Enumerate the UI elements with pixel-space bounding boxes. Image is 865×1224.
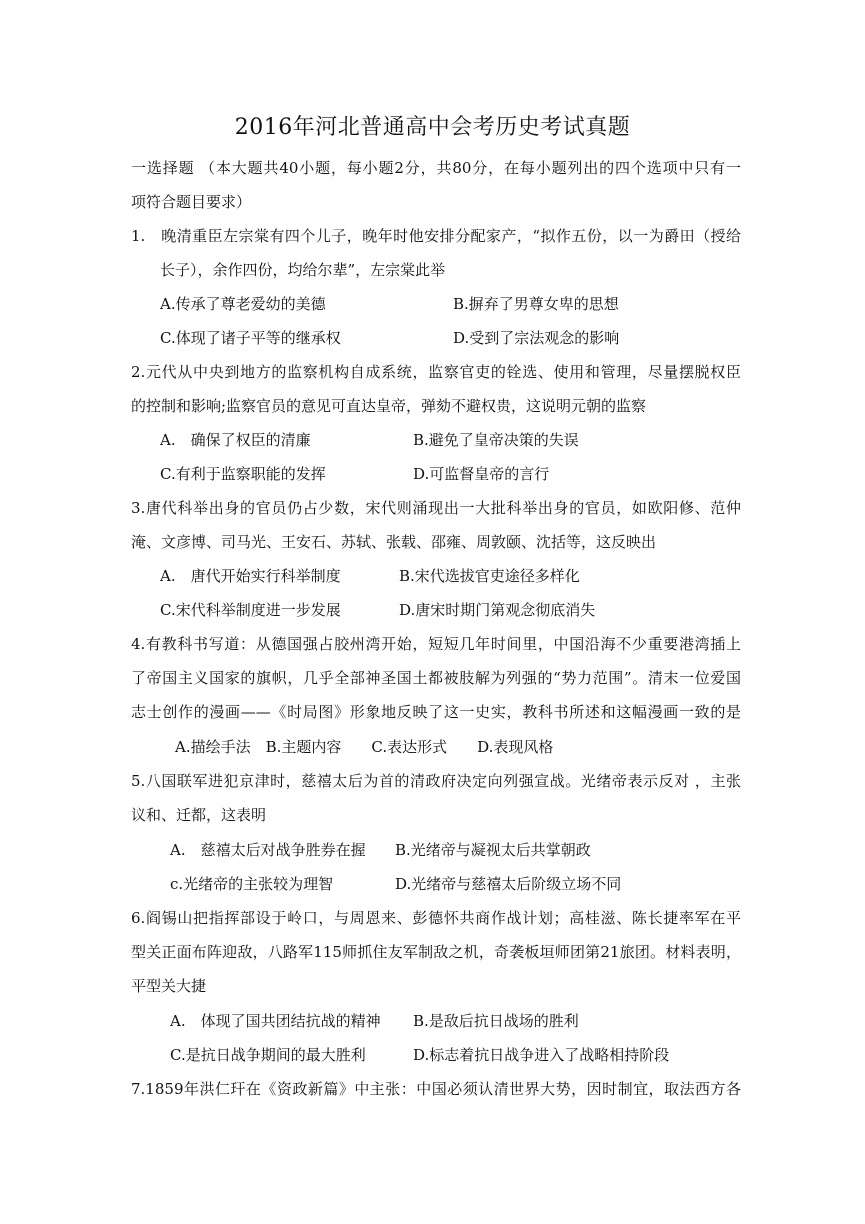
section-intro-line: 一选择题 （本大题共40小题，每小题2分，共80分，在每小题列出的四个选项中只有一 (131, 159, 741, 177)
question-6-stem: 6.阎锡山把指挥部设于岭口，与周恩来、彭德怀共商作战计划；高桂滋、陈长捷率军在平 (131, 909, 741, 927)
question-6-option-a: A. 体现了国共团结抗战的精神 (170, 1012, 381, 1030)
question-3-option-d: D.唐宋时期门第观念彻底消失 (399, 601, 596, 619)
question-3-stem: 3.唐代科举出身的官员仍占少数，宋代则涌现出一大批科举出身的官员，如欧阳修、范仲 (131, 499, 741, 517)
question-3-option-a: A. 唐代开始实行科举制度 (160, 567, 341, 585)
section-intro-line: 项符合题目要求） (131, 193, 252, 211)
question-2-option-a: A. 确保了权臣的清廉 (160, 431, 311, 449)
question-6-option-d: D.标志着抗日战争进入了战略相持阶段 (413, 1046, 670, 1064)
question-2-option-d: D.可监督皇帝的言行 (413, 465, 550, 483)
question-1-option-b: B.摒弃了男尊女卑的思想 (453, 295, 619, 313)
question-5-option-a: A. 慈禧太后对战争胜券在握 (170, 841, 366, 859)
question-2-stem: 2.元代从中央到地方的监察机构自成系统，监察官吏的铨选、使用和管理，尽量摆脱权臣 (131, 363, 741, 381)
question-6-stem: 型关正面布阵迎敌，八路军115师抓住友军制敌之机，奇袭板垣师团第21旅团。材料表明， (131, 943, 741, 961)
question-5-stem: 议和、迁都，这表明 (131, 806, 267, 824)
question-1-stem: 1. 晚清重臣左宗棠有四个儿子，晚年时他安排分配家产，“拟作五份，以一为爵田（授给 (131, 227, 741, 245)
question-6-option-b: B.是敌后抗日战场的胜利 (413, 1012, 579, 1030)
question-1-option-a: A.传承了尊老爱幼的美德 (160, 295, 326, 313)
question-6-option-c: C.是抗日战争期间的最大胜利 (170, 1046, 366, 1064)
question-3-option-c: C.宋代科举制度进一步发展 (160, 601, 341, 619)
question-5-option-b: B.光绪帝与凝视太后共掌朝政 (395, 841, 591, 859)
question-6-stem: 平型关大捷 (131, 977, 207, 995)
question-4-stem: 志士创作的漫画——《时局图》形象地反映了这一史实，教科书所述和这幅漫画一致的是 (131, 703, 741, 721)
question-4-options: A.描绘手法 B.主题内容 C.表达形式 D.表现风格 (175, 738, 554, 756)
question-5-option-c: c.光绪帝的主张较为理智 (170, 875, 334, 893)
question-3-option-b: B.宋代选拔官吏途径多样化 (399, 567, 580, 585)
question-5-stem: 5.八国联军进犯京津时，慈禧太后为首的清政府决定向列强宣战。光绪帝表示反对 ，主张 (131, 772, 741, 790)
question-2-option-b: B.避免了皇帝决策的失误 (413, 431, 579, 449)
question-2-stem: 的控制和影响;监察官员的意见可直达皇帝，弹劾不避权贵，这说明元朝的监察 (131, 397, 647, 415)
page-title: 2016年河北普通高中会考历史考试真题 (234, 115, 631, 140)
question-3-stem: 淹、文彦博、司马光、王安石、苏轼、张载、邵雍、周敦颐、沈括等，这反映出 (131, 533, 657, 551)
question-5-option-d: D.光绪帝与慈禧太后阶级立场不同 (395, 875, 622, 893)
question-4-stem: 了帝国主义国家的旗帜，几乎全部神圣国土都被肢解为列强的“势力范围”。清末一位爱国 (131, 669, 741, 687)
question-1-option-d: D.受到了宗法观念的影响 (453, 329, 620, 347)
question-1-stem: 长子），余作四份，均给尔辈”，左宗棠此举 (160, 261, 446, 279)
question-2-option-c: C.有利于监察职能的发挥 (160, 465, 326, 483)
question-4-stem: 4.有教科书写道：从德国强占胶州湾开始，短短几年时间里，中国沿海不少重要港湾插上 (131, 635, 741, 653)
question-1-option-c: C.体现了诸子平等的继承权 (160, 329, 341, 347)
question-7-stem: 7.1859年洪仁玕在《资政新篇》中主张：中国必须认清世界大势，因时制宜，取法西方各 (131, 1080, 741, 1098)
